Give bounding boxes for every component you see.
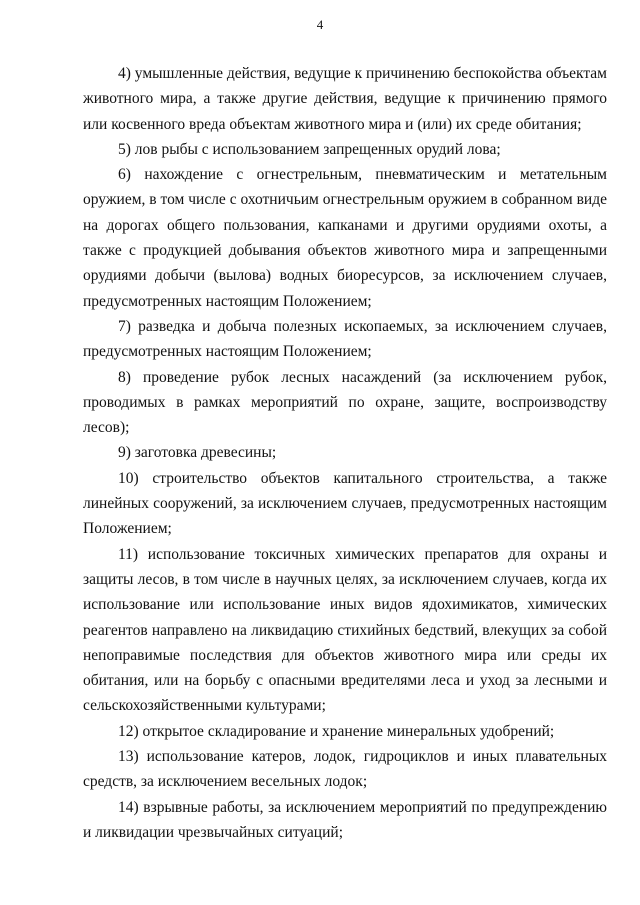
document-body [83,61,607,845]
list-item-4: 4) умышленные действия, ведущие к причинению беспокойства объектам животного мира, а также другие действия, ведущие к причинению прямого или косвенного вреда объектам животного мира и (или) их среде обитания; [83,65,607,133]
list-item-13: 13) использование катеров, лодок, гидроциклов и иных плавательных средств, за исключением весельных лодок; [83,748,607,791]
list-item-11: 11) использование токсичных химических препаратов для охраны и защиты лесов, в том числе в научных целях, за исключением случаев, когда их использование или использование иных видов ядохимикатов, химических реагентов направлено на ликвидацию стихийных бедствий, влекущих за собой непоправимые последствия для объектов животного мира или среды их обитания, или на борьбу с опасными вредителями леса и уход за лесными и сельскохозяйственными культурами; [83,545,607,715]
list-item-7: 7) разведка и добыча полезных ископаемых, за исключением случаев, предусмотренных настоящим Положением; [83,317,607,361]
list-item-5: 5) лов рыбы с использованием запрещенных орудий лова; [118,140,501,158]
list-item-6: 6) нахождение с огнестрельным, пневматическим и метательным оружием, в том числе с охотничьим огнестрельным оружием в собранном виде на дорогах общего пользования, капканами и другими орудиями охоты, а также с продукцией добывания объектов животного мира и запрещенными орудиями добычи (вылова) водных биоресурсов, за исключением случаев, предусмотренных настоящим Положением; [83,166,607,310]
list-item-9: 9) заготовка древесины; [118,444,277,462]
list-item-8: 8) проведение рубок лесных насаждений (за исключением рубок, проводимых в рамках мероприятий по охране, защите, воспроизводству лесов); [83,368,607,437]
list-item-10: 10) строительство объектов капитального строительства, а также линейных сооружений, за исключением случаев, предусмотренных настоящим Положением; [83,469,607,538]
list-item-14: 14) взрывные работы, за исключением мероприятий по предупреждению и ликвидации чрезвычайных ситуаций; [83,798,607,841]
page-number: 4 [316,17,324,32]
list-item-12: 12) открытое складирование и хранение минеральных удобрений; [118,722,555,740]
